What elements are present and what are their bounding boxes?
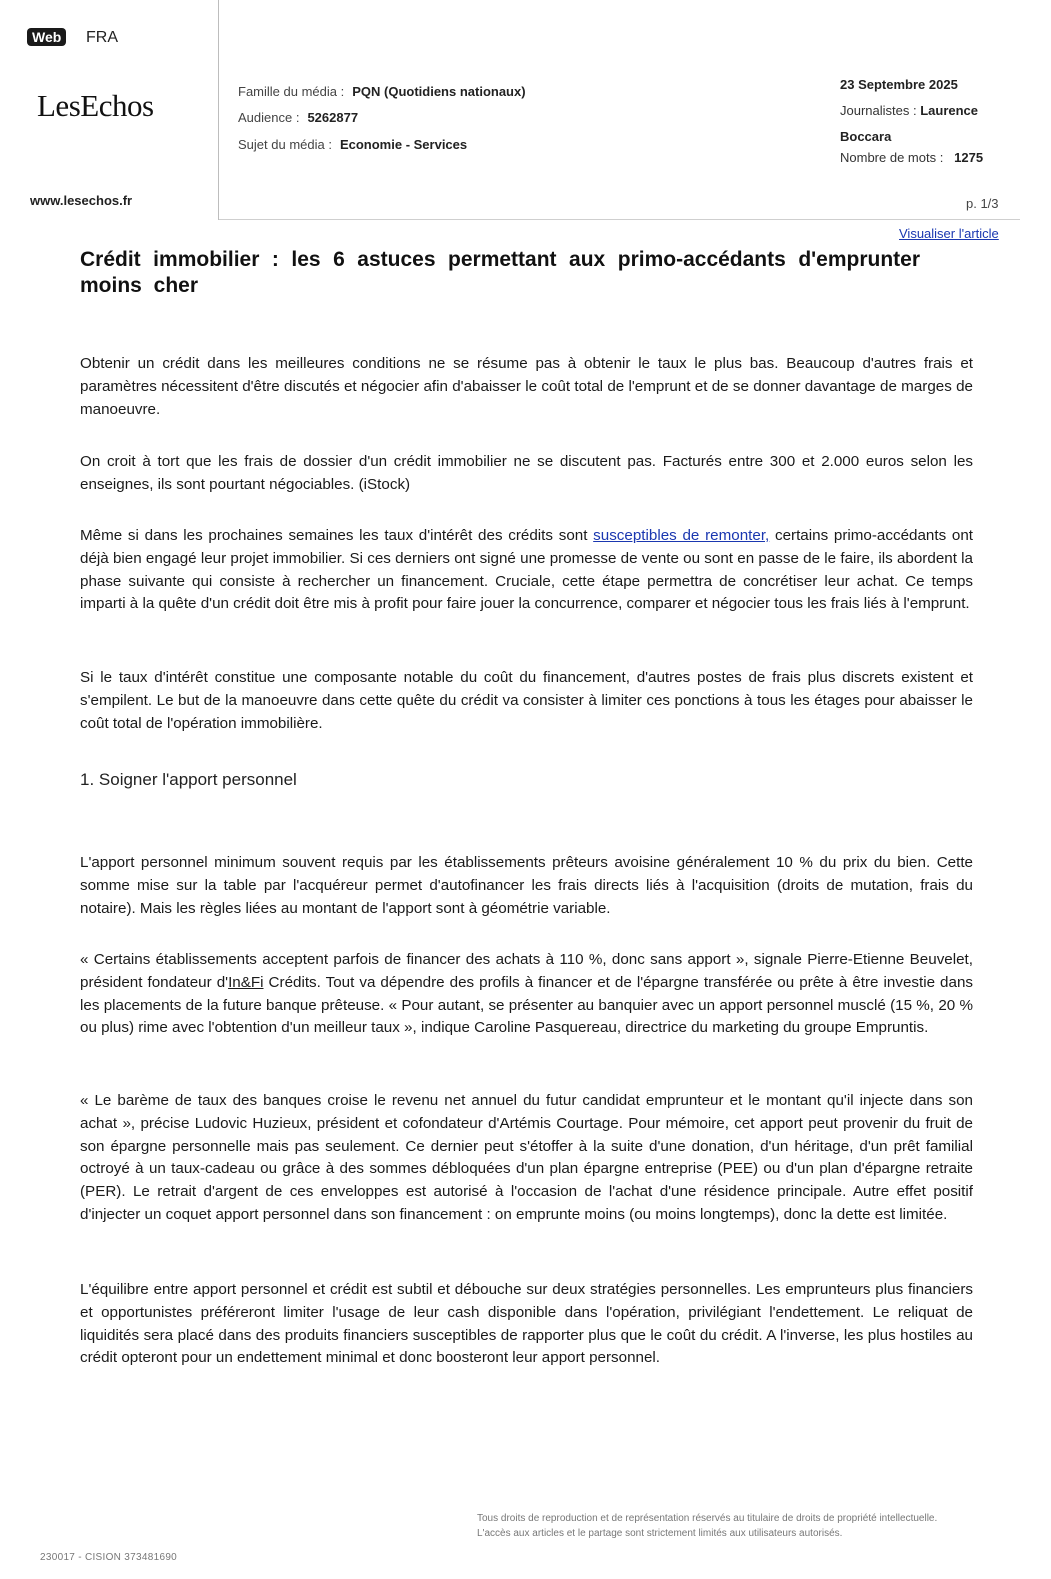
journalists-row-cont: Boccara [840,129,892,144]
paragraph-3-text-a: Même si dans les prochaines semaines les taux d'intérêt des crédits sont [80,527,594,544]
journalists-row [840,103,978,118]
web-badge: Web [27,28,66,46]
publication-date: 23 Septembre 2025 [840,77,958,92]
journalists-value: Laurence [920,103,979,118]
audience-row [238,110,358,125]
section-heading-1: 1. Soigner l'apport personnel [80,770,297,789]
publication-logo: LesEchos [37,88,154,123]
subject-row [238,137,467,152]
paragraph-2: On croit à tort que les frais de dossier d'un crédit immobilier ne se discutent pas. Facturés entre 300 et 2.000 euros selon les enseignes, ils sont pourtant négociables. (iStock) [80,453,973,493]
paragraph-6-text-a: « Certains établissements acceptent parfois de financer des achats à 110 %, donc sans apport », signale Pierre-Etienne Beuvelet, président fondateur d' [80,951,973,991]
audience-label: Audience : [238,110,300,125]
header-divider-horizontal [219,219,1020,220]
word-count-row [840,150,983,165]
paragraph-8: L'équilibre entre apport personnel et crédit est subtil et débouche sur deux stratégies personnelles. Les emprunteurs plus financiers et opportunistes préféreront limiter l'usage de leur cash disponible dans l'opération, privilégiant l'endettement. Le reliquat de liquidités sera placé dans des produits financiers susceptibles de rapporter plus que le coût du crédit. A l'inverse, les plus hostiles au crédit opteront pour un endettement minimal et donc boosteront leur apport personnel. [80,1281,973,1367]
footer-id: 230017 - CISION 373481690 [40,1552,178,1563]
paragraph-4: Si le taux d'intérêt constitue une composante notable du coût du financement, d'autres postes de frais plus discrets existent et s'empilent. Le but de la manoeuvre dans cette quête du crédit va consister à limiter ces ponctions à tous les étages pour abaisser le coût total de l'opération immobilière. [80,669,973,732]
word-count-label: Nombre de mots : [840,150,944,165]
word-count-value: 1275 [954,150,984,165]
language-label: FRA [86,29,118,46]
company-name: In&Fi [228,973,264,991]
paragraph-5: L'apport personnel minimum souvent requis par les établissements prêteurs avoisine généralement 10 % du prix du bien. Cette somme mise sur la table par l'acquéreur permet d'autofinancer les frais directs liés à l'acquisition (droits de mutation, frais du notaire). Mais les règles liées au montant de l'apport sont à géométrie variable. [80,854,973,917]
view-article-link[interactable]: Visualiser l'article [899,226,999,241]
paragraph-7: « Le barème de taux des banques croise le revenu net annuel du futur candidat emprunteur et le montant qu'il injecte dans son achat », précise Ludovic Huzieux, président et cofondateur d'Artémis Courtage. Pour mémoire, cet apport peut provenir du fruit de son épargne personnelle mais pas seulement. Ce dernier peut s'étoffer à la suite d'une donation, d'un héritage, d'un prêt familial octroyé à un taux-cadeau ou grâce à des sommes débloquées d'un plan épargne entreprise (PEE) ou d'un plan d'épargne retraite (PER). Le retrait d'argent de ces enveloppes est autorisé à l'occasion de l'achat d'une résidence principale. Autre effet positif d'injecter un coquet apport personnel dans son financement : on emprunte moins (ou moins longtemps), donc la dette est limitée. [80,1092,973,1223]
paragraph-6 [80,949,973,1040]
header-divider-vertical [218,0,219,220]
paragraph-3 [80,525,973,616]
subject-label: Sujet du média : [238,137,332,152]
paragraph-3-text-b: certains primo-accédants ont déjà bien engagé leur projet immobilier. Si ces derniers ont signé une promesse de vente ou sont en passe de le faire, ils abordent la phase suivante qui consiste à rechercher un financement. Cruciale, cette étape permettra de concrétiser leur achat. Ce temps imparti à la quête d'un crédit doit être mis à profit pour faire jouer la concurrence, comparer et négocier tous les frais liés à l'emprunt. [80,527,974,613]
journalists-label: Journalistes : [840,103,917,118]
site-url: www.lesechos.fr [30,193,133,208]
footer-rights-line-2: L'accès aux articles et le partage sont strictement limités aux utilisateurs autorisés. [477,1528,843,1539]
media-family-row [238,84,526,99]
footer-rights-line-1: Tous droits de reproduction et de représentation réservés au titulaire de droits de propriété intellectuelle. [477,1513,938,1524]
page-number: p. 1/3 [966,196,999,211]
paragraph-6-text-b: Crédits. Tout va dépendre des profils à financer et de l'épargne transférée ou prête à être investie dans les placements de la future banque prêteuse. « Pour autant, se présenter au banquier avec un apport personnel musclé (15 %, 20 % ou plus) rime avec l'obtention d'un meilleur taux », indique Caroline Pasquereau, directrice du marketing du groupe Empruntis. [80,973,973,1037]
media-family-label: Famille du média : [238,84,345,99]
paragraph-1: Obtenir un crédit dans les meilleures conditions ne se résume pas à obtenir le taux le plus bas. Beaucoup d'autres frais et paramètres nécessitent d'être discutés et négocier afin d'abaisser le coût total de l'emprunt et de se donner davantage de marges de manoeuvre. [80,355,973,418]
rates-rising-link[interactable]: susceptibles de remonter, [593,527,770,544]
subject-value: Economie - Services [339,137,468,152]
footer-rights [477,1511,1017,1541]
article-title: Crédit immobilier : les 6 astuces permettant aux primo-accédants d'emprunter moins cher [80,248,920,297]
audience-value: 5262877 [307,110,359,125]
media-family-value: PQN (Quotidiens nationaux) [352,84,526,99]
